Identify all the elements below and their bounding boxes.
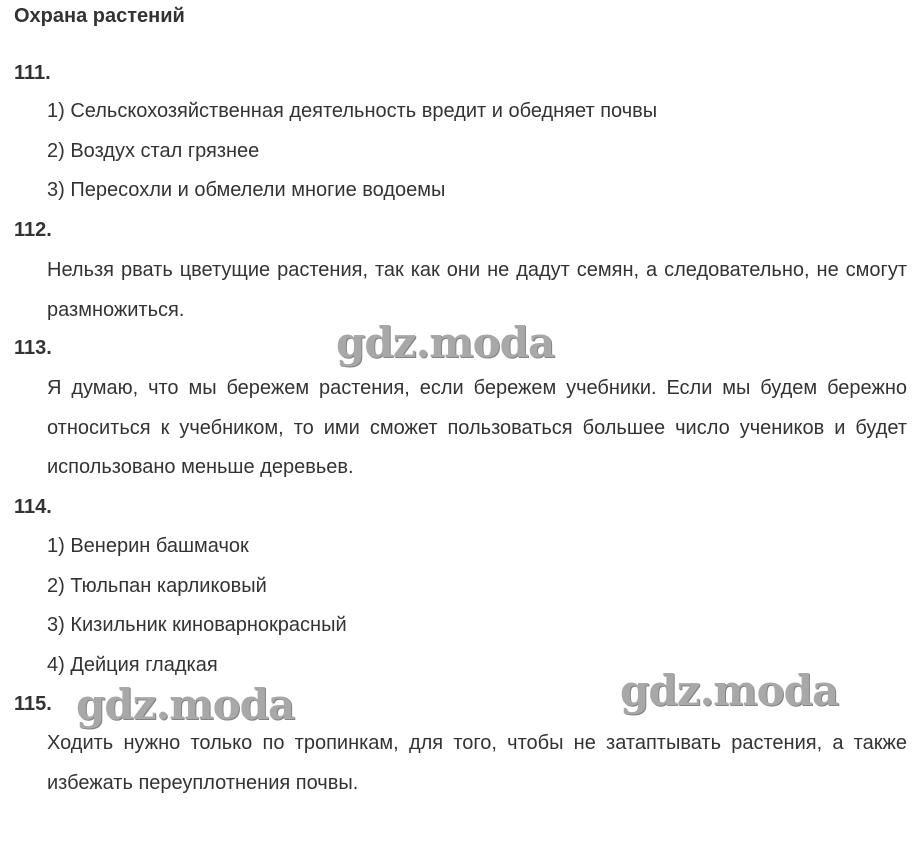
watermark-logo: gdz.moda — [336, 318, 555, 367]
watermark-logo: gdz.moda — [76, 680, 295, 729]
answer-111-item-3: 3) Пересохли и обмелели многие водоемы — [47, 179, 446, 201]
answer-112-text: Нельзя рвать цветущие растения, так как они не дадут семян, а следовательно, не смогут размножиться. — [47, 259, 907, 321]
task-number-115: 115. — [14, 693, 52, 715]
answer-114-item-2: 2) Тюльпан карликовый — [47, 575, 267, 597]
watermark-logo: gdz.moda — [620, 666, 839, 715]
page-title: Охрана растений — [14, 5, 185, 27]
answer-113-text: Я думаю, что мы бережем растения, если бережем учебники. Если мы будем бережно относиться к учебником, то ими сможет пользоваться большее число учеников и будет использовано меньше деревьев. — [47, 377, 907, 478]
answer-114-item-4: 4) Дейция гладкая — [47, 654, 218, 676]
answer-114-item-3: 3) Кизильник киноварнокрасный — [47, 614, 347, 636]
task-number-111: 111. — [14, 62, 51, 84]
answer-114-item-1: 1) Венерин башмачок — [47, 535, 249, 557]
answer-111-item-1: 1) Сельскохозяйственная деятельность вредит и обедняет почвы — [47, 100, 658, 122]
task-number-113: 113. — [14, 337, 52, 359]
task-number-112: 112. — [14, 219, 52, 241]
answer-115-text: Ходить нужно только по тропинкам, для того, чтобы не затаптывать растения, а также избежать переуплотнения почвы. — [47, 732, 907, 794]
task-number-114: 114. — [14, 496, 52, 518]
answer-111-item-2: 2) Воздух стал грязнее — [47, 140, 260, 162]
